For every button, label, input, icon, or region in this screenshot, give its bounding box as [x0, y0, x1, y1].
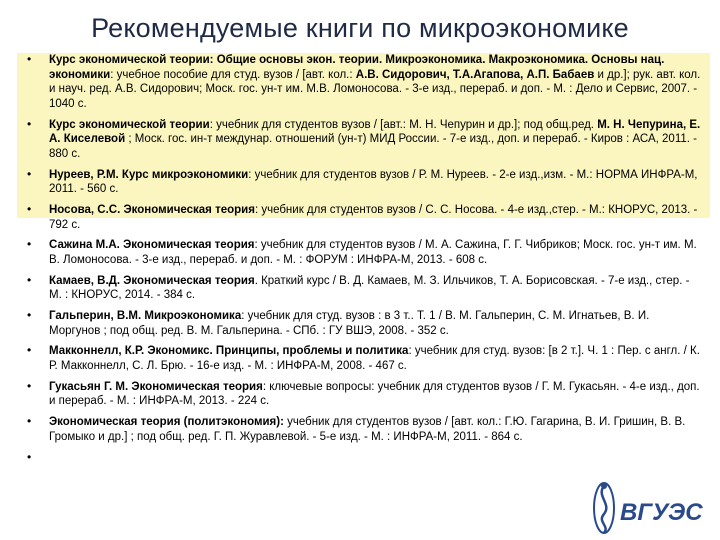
list-item: • Гальперин, В.М. Микроэкономика: учебник для студ. вузов : в 3 т.. Т. 1 / В. М. Гальперин, С. М. Игнатьев, В. И. Моргунов ; под общ. ред. В. М. Гальперина. - СПб. : ГУ ВШЭ, 2008. - 352 с.: [27, 308, 650, 337]
list-item: • Гукасьян Г. М. Экономическая теория: ключевые вопросы: учебник для студентов вузов / Г. М. Гукасьян. - 4-е изд., доп. и перераб. - М. : ИНФРА-М, 2013. - 224 с.: [27, 378, 700, 408]
list-item: • Сажина М.А. Экономическая теория: учебник для студентов вузов / М. А. Сажина, Г. Г. Чибриков; Моск. гос. ун-т им. М. В. Ломоносова. - 3-е изд., перераб. и доп. - М. : ФОРУМ : ИНФРА-М, 2013. - 608 с.: [27, 237, 697, 266]
list-item: • Курс экономической теории: Общие основы экон. теории. Микроэкономика. Макроэкономика. Основы нац. экономики: учебное пособие для студ. вузов / [авт. кол.: А.В. Сидорович, Т.А.Агапова, А.П. Бабаев и др.]; рук. авт. кол. и науч. ред. А.В. Сидорович; Моск. гос. ун-т им. М.В. Ломоносова. - 3-е изд., перераб. и доп. - М. : Дело и Сервис, 2007. - 1040 с.: [27, 52, 701, 110]
bullet: •: [27, 449, 32, 464]
page-title: Рекомендуемые книги по микроэкономике: [91, 13, 629, 43]
bullet: •: [27, 272, 32, 287]
logo-emblem-icon: [594, 483, 614, 533]
bullet: •: [27, 414, 32, 429]
bullet: •: [27, 201, 32, 216]
bullet: •: [27, 308, 32, 323]
list-item: • Макконнелл, К.Р. Экономикс. Принципы, проблемы и политика: учебник для студ. вузов: [в 2 т.]. Ч. 1 : Пер. с англ. / К. Р. Макконнелл, С. Л. Брю. - 16-е изд. - М. : ИНФРА-М, 2008. - 467 с.: [27, 343, 700, 372]
list-item: • Камаев, В.Д. Экономическая теория. Краткий курс / В. Д. Камаев, М. З. Ильчиков, Т. А. Борисовская. - 7-е изд., стер. - М. : КНОРУС, 2014. - 384 с.: [27, 272, 690, 302]
bullet: •: [27, 166, 32, 181]
book-list: [17, 52, 707, 464]
bullet: •: [27, 343, 32, 358]
bullet: •: [27, 378, 32, 393]
list-item: • Носова, С.С. Экономическая теория: учебник для студентов вузов / С. С. Носова. - 4-е изд.,стер. - М.: КНОРУС, 2013. - 792 с.: [27, 201, 698, 231]
university-logo: [582, 478, 712, 536]
list-item: • Курс экономической теории: учебник для студентов вузов / [авт.: М. Н. Чепурин и др.]; под общ.ред. М. Н. Чепурина, Е. А. Киселевой ; Моск. гос. ин-т междунар. отношений (ун-т) МИД России. - 7-е изд., доп. и перераб. - Киров : АСА, 2011. - 880 с.: [27, 116, 701, 160]
bullet: •: [27, 116, 32, 131]
bullet: •: [27, 52, 32, 66]
bullet: •: [27, 237, 32, 252]
list-item: • Нуреев, Р.М. Курс микроэкономики: учебник для студентов вузов / Р. М. Нуреев. - 2-е изд.,изм. - М.: НОРМА ИНФРА-М, 2011. - 560 с.: [27, 166, 698, 196]
list-item: • Экономическая теория (политэкономия): учебник для студентов вузов / [авт. кол.: Г.Ю. Гагарина, В. И. Гришин, В. В. Громыко и др.] ; под общ. ред. Г. П. Журавлевой. - 5-е изд. - М. : ИНФРА-М, 2011. - 864 с.: [27, 414, 686, 443]
logo-text: ВГУЭС: [620, 499, 703, 526]
